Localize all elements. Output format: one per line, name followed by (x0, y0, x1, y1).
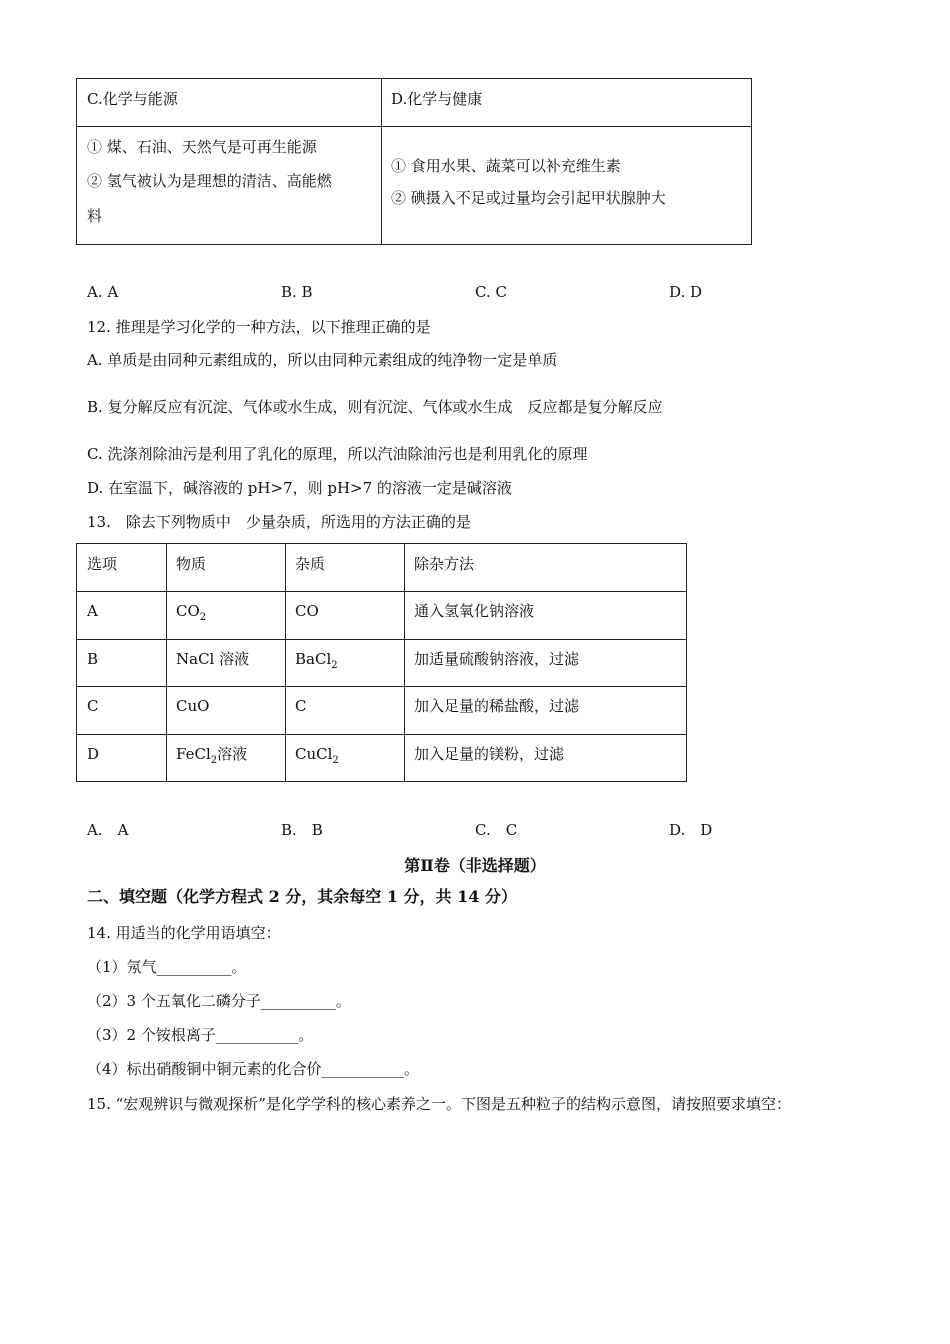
row-a-substance: $CO_2$ (176, 602, 207, 623)
knowledge-table (76, 78, 752, 245)
row-a-option: A (87, 602, 98, 620)
section-2-title: 第Ⅱ卷（非选择题） (404, 856, 546, 875)
health-item-1: ① 食用水果、蔬菜可以补充维生素 (391, 157, 621, 175)
q13-option-a[interactable]: A. A (87, 821, 129, 839)
row-a-method: 通入氢氧化钠溶液 (414, 602, 535, 620)
header-chemistry-energy: C.化学与能源 (87, 90, 178, 108)
section-2-heading: 二、填空题（化学方程式 2 分，其余每空 1 分，共 14 分） (87, 887, 517, 906)
q12-option-d[interactable]: D. 在室温下，碱溶液的 pH>7，则 pH>7 的溶液一定是碱溶液 (87, 479, 512, 497)
q14-item-2: （2）3 个五氧化二磷分子__________。 (87, 992, 351, 1010)
row-divider (77, 639, 686, 640)
header-impurity: 杂质 (295, 555, 326, 573)
row-c-option: C (87, 697, 99, 715)
q11-option-b[interactable]: B. B (281, 283, 313, 301)
header-method: 除杂方法 (414, 555, 475, 573)
q13-option-c[interactable]: C. C (475, 821, 518, 839)
q13-stem: 13. 除去下列物质中 少量杂质，所选用的方法正确的是 (87, 513, 471, 531)
q12-stem: 12. 推理是学习化学的一种方法，以下推理正确的是 (87, 318, 431, 336)
health-item-2: ② 碘摄入不足或过量均会引起甲状腺肿大 (391, 189, 666, 207)
q14-item-4: （4）标出硝酸铜中铜元素的化合价___________。 (87, 1060, 420, 1078)
row-d-substance: FeCl$_2$溶液 (176, 745, 248, 766)
q15-stem: 15. “宏观辨识与微观探析”是化学学科的核心素养之一。下图是五种粒子的结构示意图，请按照要求填空： (87, 1095, 791, 1113)
q11-option-a[interactable]: A. A (87, 283, 119, 301)
q14-item-1: （1）氖气__________。 (87, 958, 247, 976)
impurity-table (76, 543, 687, 782)
header-chemistry-health: D.化学与健康 (391, 90, 483, 108)
row-c-method: 加入足量的稀盐酸，过滤 (414, 697, 580, 715)
column-divider (381, 79, 382, 244)
energy-item-1: ① 煤、石油、天然气是可再生能源 (87, 138, 317, 156)
row-divider (77, 126, 751, 127)
q12-option-b[interactable]: B. 复分解反应有沉淀、气体或水生成，则有沉淀、气体或水生成 反应都是复分解反应 (87, 398, 663, 416)
row-divider (77, 734, 686, 735)
column-divider (404, 544, 405, 781)
header-option: 选项 (87, 555, 118, 573)
column-divider (166, 544, 167, 781)
row-d-method: 加入足量的镁粉，过滤 (414, 745, 565, 763)
energy-item-2: ② 氢气被认为是理想的清洁、高能燃 (87, 172, 332, 190)
column-divider (285, 544, 286, 781)
row-c-substance: CuO (176, 697, 210, 715)
row-b-option: B (87, 650, 99, 668)
row-c-impurity: C (295, 697, 307, 715)
q14-stem: 14. 用适当的化学用语填空： (87, 924, 281, 942)
q13-option-b[interactable]: B. B (281, 821, 323, 839)
q12-option-c[interactable]: C. 洗涤剂除油污是利用了乳化的原理，所以汽油除油污也是利用乳化的原理 (87, 445, 588, 463)
energy-item-2-cont: 料 (87, 207, 103, 225)
row-divider (77, 591, 686, 592)
row-divider (77, 686, 686, 687)
row-b-method: 加适量硫酸钠溶液，过滤 (414, 650, 580, 668)
q13-option-d[interactable]: D. D (669, 821, 713, 839)
q11-option-c[interactable]: C. C (475, 283, 507, 301)
row-b-substance: NaCl 溶液 (176, 650, 250, 668)
q12-option-a[interactable]: A. 单质是由同种元素组成的，所以由同种元素组成的纯净物一定是单质 (87, 351, 558, 369)
row-d-option: D (87, 745, 100, 763)
q14-item-3: （3）2 个铵根离子___________。 (87, 1026, 314, 1044)
q11-option-d[interactable]: D. D (669, 283, 703, 301)
row-d-impurity: CuCl$_2$ (295, 745, 339, 766)
row-b-impurity: BaCl$_2$ (295, 650, 338, 671)
header-substance: 物质 (176, 555, 207, 573)
row-a-impurity: CO (295, 602, 319, 620)
